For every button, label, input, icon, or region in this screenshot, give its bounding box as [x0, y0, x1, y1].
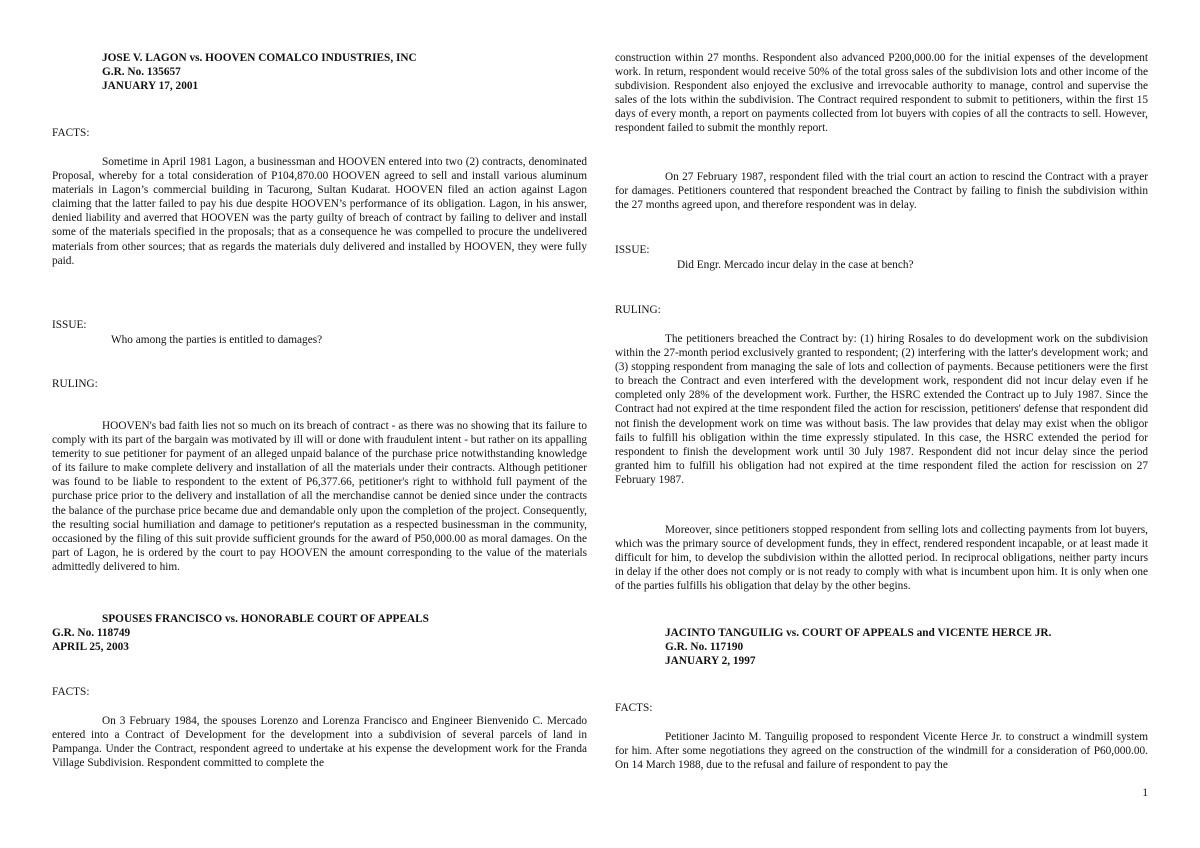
issue-question: Did Engr. Mercado incur delay in the case at bench?	[677, 259, 914, 271]
ruling-paragraph: HOOVEN's bad faith lies not so much on its breach of contract - as there was no showing that its failure to comply with its part of the bargain was motivated by ill will or done with fraudulent intent - but rather on its appalling temerity to sue petitioner for payment of an alleged unpaid balance of the purchase price notwithstanding knowledge of its failure to make complete delivery and installation of all the materials under their contracts. Although petitioner was found to be liable to respondent to the extent of P6,377.66, petitioner's right to withhold full payment of the purchase price prior to the delivery and installation of all the merchandise cannot be denied since under the contracts the balance of the purchase price became due and demandable only upon the completion of the project. Consequently, the resulting social humiliation and damage to petitioner's reputation as a respected businessman in the community, occasioned by the filing of this suit provide sufficient grounds for the award of P50,000.00 as moral damages. On the part of Lagon, he is ordered by the court to pay HOOVEN the amount corresponding to the value of the materials admittedly delivered to him.	[52, 420, 587, 573]
facts-paragraph: On 27 February 1987, respondent filed with the trial court an action to rescind the Contract with a prayer for damages. Petitioners countered that respondent breached the Contract by failing to finish the subdivision within the 27 months agreed upon, and therefore respondent was in delay.	[615, 171, 1148, 212]
facts-label: FACTS:	[52, 127, 90, 139]
case-gr-number: G.R. No. 118749	[52, 627, 131, 639]
issue-label: ISSUE:	[52, 319, 87, 331]
ruling-paragraph: The petitioners breached the Contract by: (1) hiring Rosales to do development work on the subdivision within the 27-month period exclusively granted to respondent; (2) interfering with the latter's development work; and (3) stopping respondent from managing the sale of lots and collection of payments. Because petitioners were the first to breach the Contract and even interfered with the development work, respondent did not incur delay even if he completed only 28% of the development work. Further, the HSRC extended the Contract up to July 1987. Since the Contract had not expired at the time respondent filed the action for rescission, petitioners' defense that respondent did not finish the development work on time was without basis. The law provides that delay may exist when the obligor fails to fulfill his obligation within the time expressly stipulated. In this case, the HSRC extended the period for respondent to finish the development work until 30 July 1987. Respondent did not incur delay since the period granted him to fulfill his obligation had not expired at the time respondent filed the action for rescission on 27 February 1987.	[615, 333, 1148, 486]
issue-question: Who among the parties is entitled to damages?	[111, 334, 323, 346]
facts-continued-paragraph: construction within 27 months. Respondent also advanced P200,000.00 for the initial expenses of the development work. In return, respondent would receive 50% of the total gross sales of the subdivision lots and other income of the subdivision. Respondent also enjoyed the exclusive and irrevocable authority to manage, control and supervise the sales of the lots within the subdivision. The Contract required respondent to submit to petitioners, within the first 15 days of every month, a report on payments collected from lot buyers with copies of all the contracts to sell. However, respondent failed to submit the monthly report.	[615, 52, 1148, 135]
case-date: APRIL 25, 2003	[52, 641, 129, 654]
issue-label: ISSUE:	[615, 244, 650, 256]
case-date: JANUARY 2, 1997	[665, 655, 756, 668]
case-heading-francisco	[52, 612, 587, 626]
facts-label: FACTS:	[615, 702, 653, 714]
case-gr-number: G.R. No. 117190	[665, 641, 744, 654]
case-heading-tanguilig	[615, 626, 1148, 669]
facts-label: FACTS:	[52, 686, 90, 698]
ruling-label: RULING:	[52, 378, 98, 390]
case-meta-francisco	[52, 626, 587, 654]
page-number: 1	[1142, 787, 1148, 799]
case-title: JACINTO TANGUILIG vs. COURT OF APPEALS and VICENTE HERCE JR.	[665, 627, 1052, 639]
case-date: JANUARY 17, 2001	[102, 80, 199, 93]
case-title: JOSE V. LAGON vs. HOOVEN COMALCO INDUSTRIES, INC	[102, 52, 417, 64]
case-gr-number: G.R. No. 135657	[102, 66, 181, 79]
facts-paragraph: Sometime in April 1981 Lagon, a businessman and HOOVEN entered into two (2) contracts, denominated Proposal, whereby for a total consideration of P104,870.00 HOOVEN agreed to sell and install various aluminum materials in Lagon’s commercial building in Tacurong, Sultan Kudarat. HOOVEN filed an action against Lagon claiming that the latter failed to pay his due despite HOOVEN’s performance of its obligation. Lagon, in his answer, denied liability and averred that HOOVEN was the party guilty of breach of contract by failing to deliver and install some of the materials specified in the proposals; that as a consequence he was compelled to procure the undelivered materials from other sources; that as regards the materials duly delivered and installed by HOOVEN, they were fully paid.	[52, 156, 587, 267]
case-title: SPOUSES FRANCISCO vs. HONORABLE COURT OF APPEALS	[102, 613, 429, 625]
facts-paragraph: On 3 February 1984, the spouses Lorenzo and Lorenza Francisco and Engineer Bienvenido C. Mercado entered into a Contract of Development for the development into a subdivision of several parcels of land in Pampanga. Under the Contract, respondent agreed to undertake at his expense the development work for the Franda Village Subdivision. Respondent committed to complete the	[52, 715, 587, 770]
ruling-paragraph: Moreover, since petitioners stopped respondent from selling lots and collecting payments from lot buyers, which was the primary source of development funds, they in effect, rendered respondent incapable, or at least made it difficult for him, to develop the subdivision within the allotted period. In reciprocal obligations, neither party incurs in delay if the other does not comply or is not ready to comply with what is incumbent upon him. It is only when one of the parties fulfills his obligation that delay by the other begins.	[615, 524, 1148, 593]
ruling-label: RULING:	[615, 304, 661, 316]
facts-paragraph: Petitioner Jacinto M. Tanguilig proposed to respondent Vicente Herce Jr. to construct a windmill system for him. After some negotiations they agreed on the construction of the windmill for a consideration of P60,000.00. On 14 March 1988, due to the refusal and failure of respondent to pay the	[615, 731, 1148, 772]
case-heading-lagon	[52, 51, 587, 94]
